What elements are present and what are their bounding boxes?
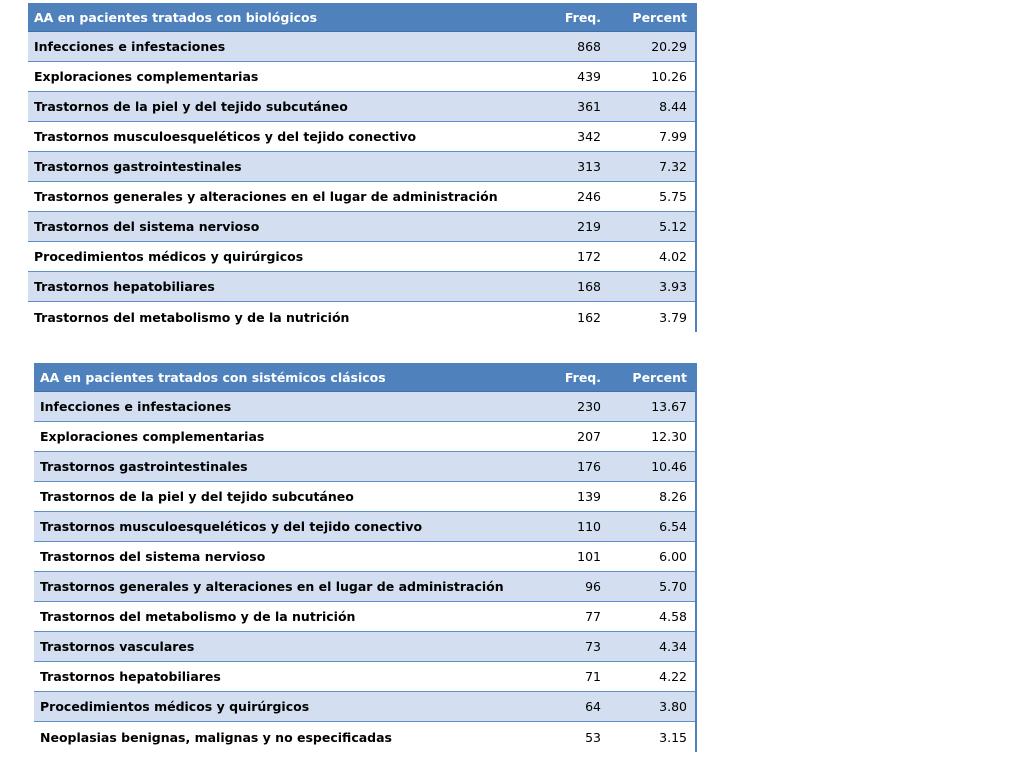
row-percent: 3.80 (659, 699, 687, 714)
header-label: AA en pacientes tratados con sistémicos clásicos (40, 369, 386, 385)
row-label: Procedimientos médicos y quirúrgicos (34, 249, 304, 264)
table-header (34, 363, 695, 392)
table-row (28, 182, 695, 212)
table-row (28, 152, 695, 182)
row-label: Trastornos vasculares (40, 639, 195, 654)
table-row (28, 242, 695, 272)
row-label: Infecciones e infestaciones (40, 399, 232, 414)
table-row (34, 512, 695, 542)
table-row (34, 602, 695, 632)
table-row (34, 392, 695, 422)
header-percent: Percent (632, 369, 687, 385)
row-percent: 5.12 (659, 219, 687, 234)
row-label: Trastornos generales y alteraciones en el lugar de administración (40, 579, 504, 594)
row-label: Trastornos hepatobiliares (40, 669, 221, 684)
row-label: Trastornos del metabolismo y de la nutrición (34, 309, 350, 325)
table-row (34, 632, 695, 662)
row-freq: 219 (577, 219, 601, 234)
row-percent: 3.15 (659, 729, 687, 745)
table-header (28, 3, 695, 32)
row-label: Trastornos del sistema nervioso (40, 549, 266, 564)
row-percent: 4.34 (659, 639, 687, 654)
row-percent: 3.79 (659, 309, 687, 325)
row-label: Procedimientos médicos y quirúrgicos (40, 699, 310, 714)
table-sistemicos-clasicos (34, 363, 697, 752)
row-percent: 10.26 (651, 69, 687, 84)
row-percent: 8.44 (659, 99, 687, 114)
row-label: Trastornos del metabolismo y de la nutrición (40, 609, 356, 624)
row-freq: 246 (577, 189, 601, 204)
row-label: Trastornos generales y alteraciones en el lugar de administración (34, 189, 498, 204)
row-percent: 5.70 (659, 579, 687, 594)
row-percent: 20.29 (651, 39, 687, 54)
table-row (28, 62, 695, 92)
row-freq: 868 (577, 39, 601, 54)
row-freq: 71 (585, 669, 601, 684)
row-freq: 230 (577, 399, 601, 414)
row-label: Infecciones e infestaciones (34, 39, 226, 54)
row-percent: 10.46 (651, 459, 687, 474)
row-percent: 3.93 (659, 279, 687, 294)
row-freq: 77 (585, 609, 601, 624)
header-freq: Freq. (564, 9, 601, 25)
row-freq: 439 (577, 69, 601, 84)
table-row (28, 212, 695, 242)
row-percent: 5.75 (659, 189, 687, 204)
row-label: Exploraciones complementarias (40, 429, 265, 444)
table-biologicos (28, 3, 697, 332)
row-label: Trastornos gastrointestinales (40, 459, 248, 474)
row-freq: 361 (577, 99, 601, 114)
header-percent: Percent (632, 9, 687, 25)
row-freq: 207 (577, 429, 601, 444)
table-row (34, 722, 695, 752)
row-freq: 73 (585, 639, 601, 654)
row-label: Trastornos musculoesqueléticos y del tejido conectivo (34, 129, 417, 144)
row-label: Trastornos de la piel y del tejido subcutáneo (34, 99, 348, 114)
row-percent: 12.30 (651, 429, 687, 444)
row-percent: 7.99 (659, 129, 687, 144)
row-freq: 168 (577, 279, 601, 294)
table-row (28, 32, 695, 62)
row-label: Trastornos gastrointestinales (34, 159, 242, 174)
table-row (34, 482, 695, 512)
row-label: Trastornos hepatobiliares (34, 279, 215, 294)
table-row (28, 92, 695, 122)
table-row (28, 272, 695, 302)
row-percent: 4.22 (659, 669, 687, 684)
row-percent: 4.02 (659, 249, 687, 264)
row-freq: 101 (577, 549, 601, 564)
row-label: Neoplasias benignas, malignas y no especificadas (40, 729, 392, 745)
row-freq: 176 (577, 459, 601, 474)
table-row (34, 542, 695, 572)
header-label: AA en pacientes tratados con biológicos (34, 9, 318, 25)
table-row (34, 692, 695, 722)
row-label: Trastornos de la piel y del tejido subcutáneo (40, 489, 354, 504)
row-freq: 110 (577, 519, 601, 534)
table-row (34, 662, 695, 692)
row-freq: 313 (577, 159, 601, 174)
table-row (34, 452, 695, 482)
row-freq: 162 (577, 309, 601, 325)
row-freq: 53 (585, 729, 601, 745)
row-freq: 96 (585, 579, 601, 594)
table-row (28, 302, 695, 332)
row-percent: 6.54 (659, 519, 687, 534)
table-row (28, 122, 695, 152)
row-percent: 4.58 (659, 609, 687, 624)
row-percent: 8.26 (659, 489, 687, 504)
row-freq: 172 (577, 249, 601, 264)
row-label: Trastornos musculoesqueléticos y del tejido conectivo (40, 519, 423, 534)
row-label: Trastornos del sistema nervioso (34, 219, 260, 234)
row-freq: 64 (585, 699, 601, 714)
table-row (34, 572, 695, 602)
header-freq: Freq. (564, 369, 601, 385)
table-row (34, 422, 695, 452)
row-percent: 13.67 (651, 399, 687, 414)
row-percent: 7.32 (659, 159, 687, 174)
row-label: Exploraciones complementarias (34, 69, 259, 84)
row-freq: 139 (577, 489, 601, 504)
row-freq: 342 (577, 129, 601, 144)
row-percent: 6.00 (659, 549, 687, 564)
